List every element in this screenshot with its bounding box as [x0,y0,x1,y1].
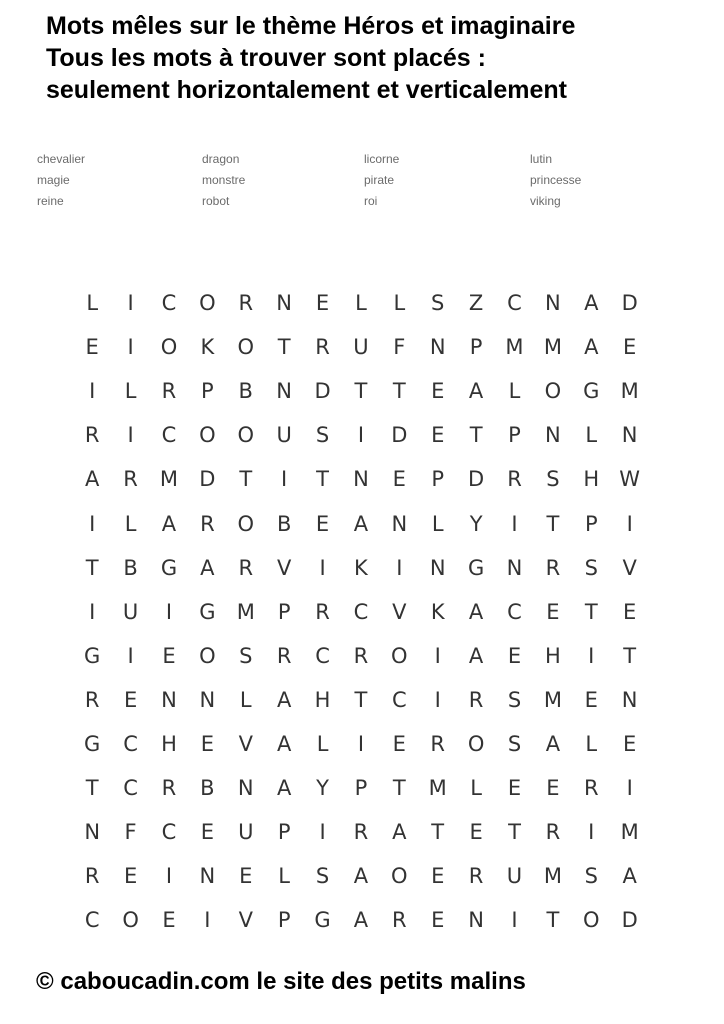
grid-cell[interactable]: N [506,555,523,580]
grid-cell[interactable]: H [314,687,331,712]
word-list-item: princesse [530,173,582,187]
grid-cell[interactable]: L [470,776,482,801]
grid-cell[interactable]: R [468,864,484,889]
grid-cell[interactable]: C [84,908,100,933]
grid-cell[interactable]: S [584,864,598,889]
grid-cell[interactable]: A [85,467,100,492]
grid-cell[interactable]: T [239,467,253,492]
grid-cell[interactable]: I [588,820,595,845]
grid-cell[interactable]: I [127,335,134,360]
word-list-item: licorne [364,152,400,166]
grid-cell[interactable]: I [319,820,326,845]
grid-cell[interactable]: E [546,599,560,624]
grid-cell[interactable]: S [546,467,560,492]
grid-cell[interactable]: E [123,864,138,889]
grid-cell[interactable]: N [545,291,561,316]
grid-cell[interactable]: Z [468,291,484,316]
grid-cell[interactable]: P [277,908,291,933]
grid-cell[interactable]: G [467,555,485,580]
grid-cell[interactable]: E [162,908,176,933]
grid-cell[interactable]: C [161,423,177,448]
grid-cell[interactable]: S [584,555,598,580]
grid-cell[interactable]: I [511,511,518,536]
grid-cell[interactable]: D [391,423,408,448]
grid-cell[interactable]: I [281,467,288,492]
grid-cell[interactable]: C [507,599,522,624]
grid-cell[interactable]: A [353,908,369,933]
grid-cell[interactable]: G [583,379,600,404]
grid-cell[interactable]: V [238,908,253,933]
grid-cell[interactable]: I [396,555,403,580]
instructions-line-2: seulement horizontalement et verticalement [46,76,567,104]
grid-cell[interactable]: R [430,731,445,756]
grid-cell[interactable]: L [393,291,406,316]
grid-cell[interactable]: M [236,599,255,624]
grid-cell[interactable]: L [124,379,137,404]
grid-cell[interactable]: Y [316,776,329,801]
grid-cell[interactable]: N [621,423,638,448]
grid-cell[interactable]: E [85,335,99,360]
grid-cell[interactable]: N [545,423,561,448]
grid-cell[interactable]: E [392,467,406,492]
grid-cell[interactable]: M [543,335,562,360]
footer-credit: © caboucadin.com le site des petits malins [36,968,526,995]
grid-cell[interactable]: U [122,599,139,624]
grid-cell[interactable]: R [353,643,369,668]
grid-cell[interactable]: M [428,776,447,801]
grid-cell[interactable]: R [353,820,369,845]
grid-cell[interactable]: I [89,511,96,536]
grid-cell[interactable]: H [161,731,177,756]
grid-cell[interactable]: P [354,776,368,801]
grid-cell[interactable]: H [544,643,561,668]
grid-cell[interactable]: E [200,731,214,756]
grid-cell[interactable]: E [162,643,176,668]
grid-cell[interactable]: P [201,379,214,404]
word-list-item: viking [530,194,561,208]
grid-cell[interactable]: T [392,776,406,801]
letter-grid[interactable] [73,281,649,942]
grid-cell[interactable]: K [354,555,368,580]
grid-cell[interactable]: I [127,291,134,316]
grid-cell[interactable]: O [391,643,408,668]
grid-cell[interactable]: O [544,379,562,404]
grid-cell[interactable]: L [508,379,521,404]
grid-cell[interactable]: G [314,908,331,933]
grid-cell[interactable]: I [511,908,518,933]
grid-cell[interactable]: E [431,379,445,404]
grid-cell[interactable]: G [160,555,178,580]
word-list-item: pirate [364,173,395,187]
grid-cell[interactable]: N [468,908,484,933]
word-list-item: monstre [202,173,246,187]
grid-cell[interactable]: A [545,731,561,756]
grid-cell[interactable]: A [468,599,484,624]
grid-cell[interactable]: M [159,467,179,492]
grid-cell[interactable]: R [468,687,484,712]
grid-cell[interactable]: S [507,731,522,756]
grid-cell[interactable]: R [84,423,100,448]
grid-cell[interactable]: G [199,599,216,624]
grid-cell[interactable]: C [315,643,330,668]
grid-cell[interactable]: I [89,599,96,624]
grid-cell[interactable]: A [584,335,599,360]
grid-cell[interactable]: E [623,599,637,624]
grid-cell[interactable]: S [507,687,522,712]
grid-cell[interactable]: E [315,511,330,536]
grid-cell[interactable]: R [315,335,330,360]
grid-cell[interactable]: A [161,511,177,536]
grid-cell[interactable]: R [84,687,100,712]
grid-cell[interactable]: E [469,820,483,845]
grid-cell[interactable]: P [508,423,521,448]
grid-cell[interactable]: I [434,643,441,668]
grid-cell[interactable]: M [543,687,562,712]
word-list [37,149,677,212]
grid-cell[interactable]: R [84,864,100,889]
grid-cell[interactable]: E [392,731,406,756]
grid-cell[interactable]: T [85,555,99,580]
grid-cell[interactable]: T [431,820,445,845]
grid-cell[interactable]: P [277,599,291,624]
grid-cell[interactable]: L [585,423,598,448]
grid-cell[interactable]: R [507,467,522,492]
grid-cell[interactable]: L [239,687,252,712]
grid-cell[interactable]: E [546,776,560,801]
grid-cell[interactable]: L [431,511,444,536]
grid-cell[interactable]: M [620,820,639,845]
grid-cell[interactable]: N [429,335,446,360]
grid-cell[interactable]: P [277,820,291,845]
grid-cell[interactable]: F [124,820,137,845]
word-list-item: dragon [202,152,240,166]
grid-cell[interactable]: V [622,555,637,580]
grid-cell[interactable]: R [161,776,177,801]
grid-cell[interactable]: N [199,687,216,712]
grid-cell[interactable]: U [276,423,292,448]
grid-cell[interactable]: A [353,511,369,536]
grid-cell[interactable]: L [355,291,367,316]
grid-cell[interactable]: T [316,467,329,492]
grid-cell[interactable]: R [545,820,561,845]
grid-cell[interactable]: T [277,335,291,360]
grid-cell[interactable]: I [165,864,173,889]
grid-cell[interactable]: T [469,423,483,448]
grid-cell[interactable]: V [238,731,253,756]
grid-cell[interactable]: A [584,291,599,316]
grid-cell[interactable]: C [161,820,177,845]
grid-cell[interactable]: A [622,864,637,889]
puzzle-header [46,10,716,106]
grid-cell[interactable]: T [546,908,560,933]
word-list-item: robot [202,194,230,208]
grid-cell[interactable]: C [123,731,138,756]
grid-cell[interactable]: R [276,643,292,668]
grid-cell[interactable]: I [357,731,365,756]
grid-cell[interactable]: C [353,599,369,624]
grid-cell[interactable]: L [124,511,137,536]
grid-cell[interactable]: N [429,555,446,580]
word-list-item: chevalier [37,152,86,166]
grid-cell[interactable]: L [278,864,290,889]
grid-cell[interactable]: U [353,335,369,360]
grid-cell[interactable]: I [127,643,134,668]
grid-cell[interactable]: A [200,555,215,580]
grid-cell[interactable]: T [623,643,637,668]
grid-cell[interactable]: M [505,335,524,360]
grid-cell[interactable]: I [204,908,211,933]
grid-cell[interactable]: T [354,687,368,712]
grid-cell[interactable]: T [392,379,406,404]
grid-cell[interactable]: A [468,643,484,668]
grid-cell[interactable]: B [238,379,253,404]
grid-cell[interactable]: G [84,643,101,668]
grid-cell[interactable]: C [161,291,177,316]
word-list-item: lutin [530,152,553,166]
grid-cell[interactable]: N [84,820,101,845]
grid-cell[interactable]: A [353,864,369,889]
grid-cell[interactable]: N [199,864,216,889]
grid-cell[interactable]: O [391,864,408,889]
grid-cell[interactable]: A [276,776,292,801]
grid-cell[interactable]: V [276,555,292,580]
grid-cell[interactable]: E [431,423,445,448]
grid-cell[interactable]: E [507,643,522,668]
grid-cell[interactable]: T [85,776,99,801]
grid-cell[interactable]: S [431,291,445,316]
grid-cell[interactable]: N [161,687,177,712]
grid-cell[interactable]: E [200,820,214,845]
instructions-line-1: Tous les mots à trouver sont placés : [46,44,486,72]
grid-cell[interactable]: R [238,555,254,580]
grid-cell[interactable]: E [431,864,445,889]
grid-cell[interactable]: I [89,379,96,404]
grid-cell[interactable]: P [469,335,483,360]
grid-cell[interactable]: R [545,555,561,580]
grid-cell[interactable]: I [165,599,173,624]
grid-cell[interactable]: E [623,335,637,360]
grid-cell[interactable]: C [123,776,138,801]
grid-cell[interactable]: M [620,379,639,404]
grid-cell[interactable]: I [626,776,633,801]
grid-cell[interactable]: O [467,731,485,756]
word-list-item: reine [37,194,64,208]
grid-cell[interactable]: N [621,687,638,712]
grid-cell[interactable]: B [200,776,215,801]
grid-cell[interactable]: K [200,335,215,360]
grid-cell[interactable]: O [160,335,178,360]
grid-cell[interactable]: M [543,864,562,889]
word-list-item: roi [364,194,378,208]
grid-cell[interactable]: L [316,731,329,756]
grid-cell[interactable]: S [315,864,330,889]
grid-cell[interactable]: A [276,687,292,712]
grid-cell[interactable]: O [237,423,255,448]
grid-cell[interactable]: R [392,908,407,933]
grid-cell[interactable]: D [199,467,216,492]
grid-cell[interactable]: R [315,599,330,624]
grid-cell[interactable]: A [276,731,292,756]
grid-cell[interactable]: L [86,291,99,316]
grid-cell[interactable]: D [468,467,485,492]
grid-cell[interactable]: N [237,776,254,801]
grid-cell[interactable]: O [199,643,216,668]
grid-cell[interactable]: E [507,776,522,801]
grid-cell[interactable]: N [353,467,369,492]
grid-cell[interactable]: O [122,908,139,933]
grid-cell[interactable]: T [508,820,521,845]
grid-cell[interactable]: I [127,423,134,448]
grid-cell[interactable]: C [507,291,522,316]
grid-cell[interactable]: N [391,511,408,536]
grid-cell[interactable]: U [506,864,523,889]
grid-cell[interactable]: I [626,511,633,536]
grid-cell[interactable]: P [584,511,598,536]
grid-cell[interactable]: I [319,555,326,580]
grid-cell[interactable]: R [200,511,215,536]
grid-cell[interactable]: I [434,687,441,712]
grid-cell[interactable]: O [199,423,216,448]
grid-cell[interactable]: F [393,335,406,360]
grid-cell[interactable]: T [546,511,560,536]
grid-cell[interactable]: E [623,731,637,756]
grid-cell[interactable]: A [392,820,407,845]
grid-cell[interactable]: D [621,908,638,933]
grid-cell[interactable]: G [84,731,101,756]
grid-cell[interactable]: T [354,379,368,404]
grid-cell[interactable]: E [123,687,138,712]
grid-cell[interactable]: I [357,423,365,448]
grid-cell[interactable]: K [430,599,445,624]
grid-cell[interactable]: B [123,555,138,580]
grid-cell[interactable]: O [583,908,600,933]
grid-cell[interactable]: R [238,291,254,316]
word-list-item: magie [37,173,70,187]
grid-cell[interactable]: B [276,511,292,536]
grid-cell[interactable]: P [431,467,445,492]
grid-cell[interactable]: I [588,643,595,668]
grid-cell[interactable]: N [276,291,292,316]
grid-cell[interactable]: V [392,599,407,624]
grid-cell[interactable]: S [239,643,253,668]
grid-cell[interactable]: T [584,599,598,624]
grid-cell[interactable]: R [583,776,599,801]
grid-cell[interactable]: O [237,335,255,360]
grid-cell[interactable]: E [431,908,445,933]
grid-cell[interactable]: Y [469,511,483,536]
grid-cell[interactable]: L [585,731,598,756]
grid-cell[interactable]: C [391,687,407,712]
grid-cell[interactable]: N [276,379,292,404]
grid-cell[interactable]: D [621,291,638,316]
grid-cell[interactable]: R [161,379,177,404]
grid-cell[interactable]: W [619,467,641,492]
grid-cell[interactable]: O [237,511,255,536]
grid-cell[interactable]: R [123,467,138,492]
grid-cell[interactable]: D [314,379,331,404]
grid-cell[interactable]: U [238,820,254,845]
grid-cell[interactable]: O [199,291,216,316]
grid-cell[interactable]: A [468,379,484,404]
page-title: Mots mêles sur le thème Héros et imaginaire [46,12,576,40]
grid-cell[interactable]: E [584,687,598,712]
grid-cell[interactable]: E [239,864,253,889]
grid-cell[interactable]: H [583,467,600,492]
grid-cell[interactable]: S [315,423,330,448]
grid-cell[interactable]: E [315,291,330,316]
